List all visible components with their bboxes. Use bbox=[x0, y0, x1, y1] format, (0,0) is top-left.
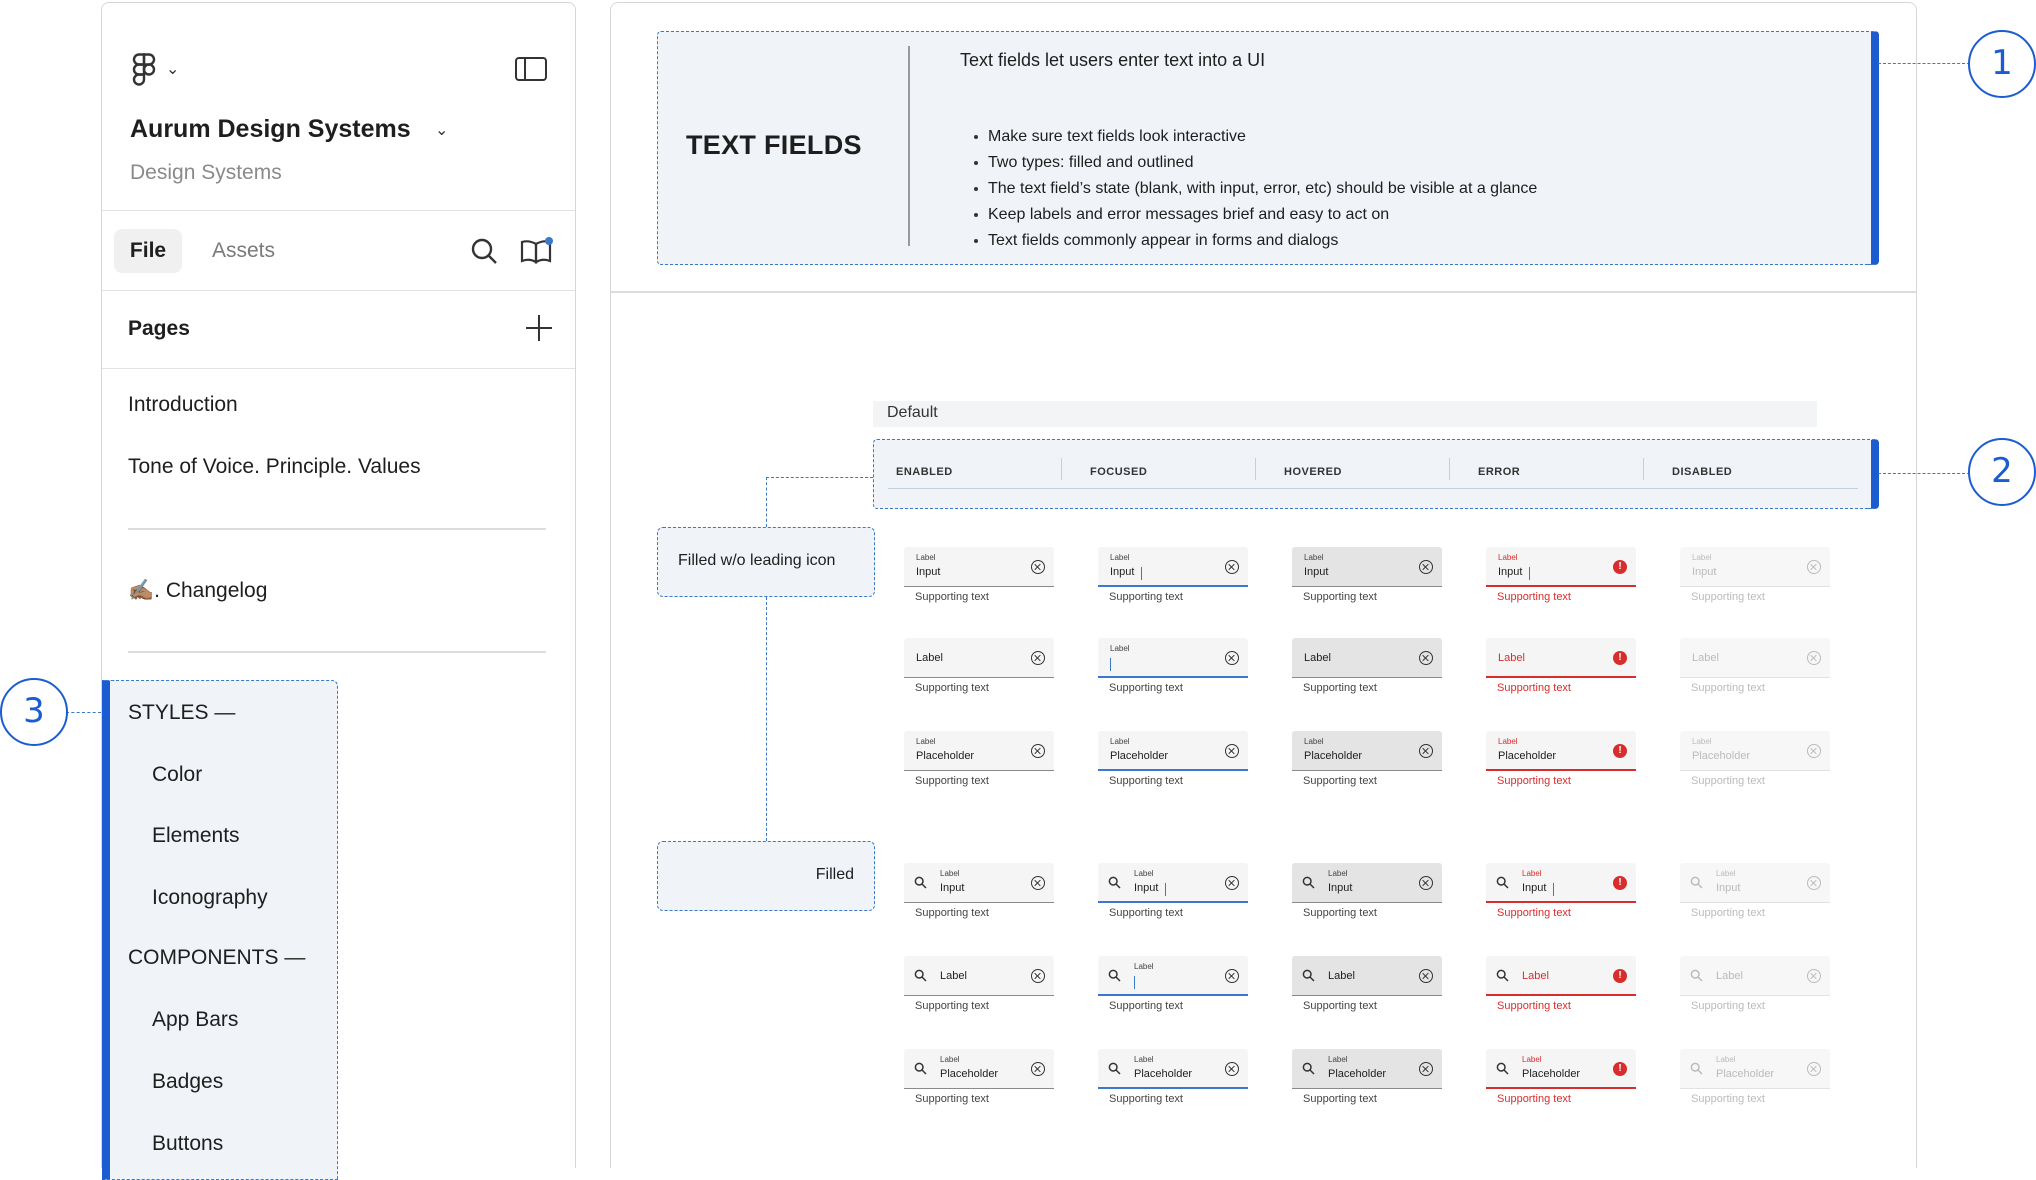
page-item-buttons[interactable]: Buttons bbox=[152, 1132, 224, 1155]
bullet-item: Text fields commonly appear in forms and dialogs bbox=[974, 228, 1537, 254]
page-item-app-bars[interactable]: App Bars bbox=[152, 1008, 239, 1031]
supporting-text: Supporting text bbox=[1497, 1000, 1571, 1012]
intro-divider bbox=[908, 46, 910, 246]
supporting-text: Supporting text bbox=[1691, 591, 1765, 603]
text-field-hovered[interactable] bbox=[1292, 547, 1442, 607]
default-label: Default bbox=[887, 404, 938, 421]
supporting-text: Supporting text bbox=[1497, 775, 1571, 787]
supporting-text: Supporting text bbox=[915, 775, 989, 787]
clear-icon[interactable] bbox=[1225, 651, 1239, 665]
error-icon: ! bbox=[1613, 560, 1627, 574]
supporting-text: Supporting text bbox=[1497, 1093, 1571, 1105]
field-label: Label bbox=[1498, 652, 1525, 664]
clear-icon bbox=[1807, 651, 1821, 665]
group-filled-no-icon[interactable] bbox=[657, 527, 875, 597]
field-label: Label bbox=[1304, 737, 1324, 746]
clear-icon[interactable] bbox=[1031, 744, 1045, 758]
supporting-text: Supporting text bbox=[1303, 1000, 1377, 1012]
field-label: Label bbox=[1304, 652, 1331, 664]
field-label: Label bbox=[1110, 644, 1130, 653]
text-field-container[interactable] bbox=[1486, 863, 1636, 903]
clear-icon[interactable] bbox=[1419, 651, 1433, 665]
error-icon: ! bbox=[1613, 876, 1627, 890]
text-field-focused[interactable] bbox=[1098, 1049, 1248, 1109]
field-label: Label bbox=[1498, 553, 1518, 562]
chevron-down-icon[interactable]: ⌄ bbox=[166, 61, 180, 78]
text-field-container[interactable] bbox=[1486, 1049, 1636, 1089]
layers-sidebar bbox=[101, 2, 576, 1168]
text-field-container[interactable] bbox=[1098, 547, 1248, 587]
search-icon bbox=[914, 1062, 927, 1075]
supporting-text: Supporting text bbox=[1303, 591, 1377, 603]
supporting-text: Supporting text bbox=[915, 1093, 989, 1105]
panel-toggle-icon[interactable] bbox=[515, 57, 547, 81]
state-error: ERROR bbox=[1478, 466, 1521, 478]
text-field-hovered[interactable] bbox=[1292, 956, 1442, 1016]
error-icon: ! bbox=[1613, 1062, 1627, 1076]
clear-icon[interactable] bbox=[1031, 560, 1045, 574]
field-label: Label bbox=[1716, 869, 1736, 878]
field-placeholder: Placeholder bbox=[1716, 1068, 1775, 1080]
page-item-changelog[interactable]: ✍🏽. Changelog bbox=[128, 579, 268, 602]
text-caret bbox=[1553, 883, 1554, 896]
text-field-enabled[interactable] bbox=[904, 731, 1054, 791]
field-label: Label bbox=[940, 869, 960, 878]
field-input-value: Input bbox=[1692, 566, 1717, 578]
text-field-error[interactable] bbox=[1486, 956, 1636, 1016]
search-icon bbox=[914, 969, 927, 982]
supporting-text: Supporting text bbox=[1497, 682, 1571, 694]
clear-icon[interactable] bbox=[1419, 560, 1433, 574]
text-field-container[interactable] bbox=[1292, 547, 1442, 587]
text-caret bbox=[1529, 567, 1530, 580]
text-field-container bbox=[1680, 638, 1830, 678]
text-field-hovered[interactable] bbox=[1292, 731, 1442, 791]
supporting-text: Supporting text bbox=[915, 591, 989, 603]
text-field-error[interactable] bbox=[1486, 1049, 1636, 1109]
clear-icon bbox=[1807, 560, 1821, 574]
text-field-container bbox=[1680, 731, 1830, 771]
field-label: Label bbox=[1522, 970, 1549, 982]
supporting-text: Supporting text bbox=[1303, 775, 1377, 787]
connector-line bbox=[766, 597, 767, 841]
clear-icon[interactable] bbox=[1225, 560, 1239, 574]
text-field-disabled bbox=[1680, 1049, 1830, 1109]
pages-label: Pages bbox=[128, 317, 190, 340]
field-placeholder: Placeholder bbox=[1328, 1068, 1387, 1080]
supporting-text: Supporting text bbox=[1303, 1093, 1377, 1105]
page-divider bbox=[128, 651, 546, 653]
field-input-value: Input bbox=[1110, 566, 1135, 578]
field-placeholder: Placeholder bbox=[1692, 750, 1751, 762]
supporting-text: Supporting text bbox=[1497, 907, 1571, 919]
search-icon bbox=[1302, 876, 1315, 889]
field-label: Label bbox=[940, 970, 967, 982]
field-input-value: Input bbox=[1716, 882, 1741, 894]
figma-logo-icon[interactable] bbox=[130, 53, 158, 87]
field-label: Label bbox=[1692, 652, 1719, 664]
state-divider bbox=[1061, 458, 1062, 480]
text-field-enabled[interactable] bbox=[904, 638, 1054, 698]
callout-line bbox=[1878, 473, 1970, 474]
supporting-text: Supporting text bbox=[1691, 1093, 1765, 1105]
page-item-badges[interactable]: Badges bbox=[152, 1070, 224, 1093]
field-placeholder: Placeholder bbox=[1304, 750, 1363, 762]
clear-icon bbox=[1807, 876, 1821, 890]
group-label: Filled w/o leading icon bbox=[678, 552, 836, 569]
field-label: Label bbox=[1110, 737, 1130, 746]
state-divider bbox=[1449, 458, 1450, 480]
text-field-container[interactable] bbox=[1292, 638, 1442, 678]
supporting-text: Supporting text bbox=[1303, 907, 1377, 919]
search-icon bbox=[1302, 969, 1315, 982]
field-label: Label bbox=[1522, 1055, 1542, 1064]
text-field-container[interactable] bbox=[904, 956, 1054, 996]
state-enabled: ENABLED bbox=[896, 466, 953, 478]
text-field-focused[interactable] bbox=[1098, 547, 1248, 607]
field-label: Label bbox=[1328, 869, 1348, 878]
field-placeholder: Placeholder bbox=[916, 750, 975, 762]
clear-icon[interactable] bbox=[1225, 744, 1239, 758]
text-field-disabled bbox=[1680, 638, 1830, 698]
text-field-focused[interactable] bbox=[1098, 956, 1248, 1016]
project-subtitle: Design Systems bbox=[130, 161, 282, 184]
clear-icon[interactable] bbox=[1031, 876, 1045, 890]
states-underline bbox=[888, 488, 1858, 489]
states-header[interactable] bbox=[873, 439, 1879, 509]
project-chevron-down-icon[interactable]: ⌄ bbox=[435, 122, 449, 139]
text-field-enabled[interactable] bbox=[904, 863, 1054, 923]
default-bar bbox=[873, 401, 1817, 427]
text-field-container[interactable] bbox=[1292, 1049, 1442, 1089]
text-field-disabled bbox=[1680, 863, 1830, 923]
page-divider bbox=[128, 528, 546, 530]
text-field-disabled bbox=[1680, 731, 1830, 791]
field-label: Label bbox=[916, 737, 936, 746]
text-caret bbox=[1134, 976, 1135, 989]
bullet-item: Keep labels and error messages brief and easy to act on bbox=[974, 202, 1537, 228]
text-field-disabled bbox=[1680, 956, 1830, 1016]
field-input-value: Input bbox=[916, 566, 941, 578]
page-item-color[interactable]: Color bbox=[152, 763, 203, 786]
supporting-text: Supporting text bbox=[1691, 775, 1765, 787]
text-field-enabled[interactable] bbox=[904, 956, 1054, 1016]
field-placeholder: Placeholder bbox=[1522, 1068, 1581, 1080]
state-disabled: DISABLED bbox=[1672, 466, 1733, 478]
text-field-hovered[interactable] bbox=[1292, 1049, 1442, 1109]
clear-icon[interactable] bbox=[1419, 1062, 1433, 1076]
field-label: Label bbox=[1498, 737, 1518, 746]
text-caret bbox=[1141, 567, 1142, 580]
design-canvas[interactable] bbox=[610, 2, 1917, 1168]
field-placeholder: Placeholder bbox=[1110, 750, 1169, 762]
intro-bullets bbox=[974, 124, 1537, 254]
text-field-container[interactable] bbox=[1098, 863, 1248, 903]
text-field-hovered[interactable] bbox=[1292, 863, 1442, 923]
field-label: Label bbox=[1328, 970, 1355, 982]
page-item-components[interactable]: COMPONENTS — bbox=[128, 946, 306, 969]
clear-icon[interactable] bbox=[1225, 1062, 1239, 1076]
search-icon[interactable] bbox=[470, 237, 498, 265]
field-label: Label bbox=[1328, 1055, 1348, 1064]
supporting-text: Supporting text bbox=[1109, 1000, 1183, 1012]
clear-icon[interactable] bbox=[1419, 969, 1433, 983]
clear-icon[interactable] bbox=[1031, 651, 1045, 665]
field-input-value: Input bbox=[1328, 882, 1353, 894]
state-divider bbox=[1255, 458, 1256, 480]
field-label: Label bbox=[1134, 1055, 1154, 1064]
search-icon bbox=[914, 876, 927, 889]
field-label: Label bbox=[1716, 970, 1743, 982]
text-field-container[interactable] bbox=[1098, 731, 1248, 771]
page-item-tone-of-voice[interactable]: Tone of Voice. Principle. Values bbox=[128, 455, 421, 478]
supporting-text: Supporting text bbox=[915, 1000, 989, 1012]
error-icon: ! bbox=[1613, 744, 1627, 758]
callout-3: 3 bbox=[0, 678, 68, 746]
text-field-disabled bbox=[1680, 547, 1830, 607]
sidebar-header bbox=[102, 3, 575, 211]
connector-line bbox=[766, 477, 873, 478]
field-label: Label bbox=[916, 553, 936, 562]
search-icon bbox=[1108, 969, 1121, 982]
text-field-error[interactable] bbox=[1486, 638, 1636, 698]
field-placeholder: Placeholder bbox=[940, 1068, 999, 1080]
project-title[interactable]: Aurum Design Systems bbox=[130, 115, 411, 143]
search-icon bbox=[1496, 876, 1509, 889]
clear-icon[interactable] bbox=[1419, 876, 1433, 890]
error-icon: ! bbox=[1613, 969, 1627, 983]
text-field-error[interactable] bbox=[1486, 731, 1636, 791]
clear-icon bbox=[1807, 969, 1821, 983]
text-field-container[interactable] bbox=[904, 547, 1054, 587]
text-field-error[interactable] bbox=[1486, 863, 1636, 923]
text-caret bbox=[1110, 658, 1111, 671]
supporting-text: Supporting text bbox=[1691, 682, 1765, 694]
text-field-container[interactable] bbox=[1486, 956, 1636, 996]
field-input-value: Input bbox=[1522, 882, 1547, 894]
page-item-elements[interactable]: Elements bbox=[152, 824, 240, 847]
intro-lead: Text fields let users enter text into a UI bbox=[960, 50, 1266, 70]
intro-card[interactable] bbox=[657, 31, 1879, 265]
callout-line bbox=[66, 712, 101, 713]
group-filled[interactable] bbox=[657, 841, 875, 911]
sidebar-tabs bbox=[102, 211, 575, 291]
search-icon bbox=[1690, 1062, 1703, 1075]
text-field-container[interactable] bbox=[904, 863, 1054, 903]
clear-icon[interactable] bbox=[1225, 969, 1239, 983]
supporting-text: Supporting text bbox=[1109, 1093, 1183, 1105]
text-field-hovered[interactable] bbox=[1292, 638, 1442, 698]
state-hovered: HOVERED bbox=[1284, 466, 1342, 478]
text-field-container[interactable] bbox=[1292, 956, 1442, 996]
callout-line bbox=[1878, 63, 1970, 64]
text-field-container[interactable] bbox=[1486, 547, 1636, 587]
text-field-container[interactable] bbox=[904, 638, 1054, 678]
bullet-item: Two types: filled and outlined bbox=[974, 150, 1537, 176]
callout-2: 2 bbox=[1968, 438, 2036, 506]
search-icon bbox=[1690, 876, 1703, 889]
field-label: Label bbox=[1522, 869, 1542, 878]
pages-header bbox=[102, 291, 575, 369]
clear-icon[interactable] bbox=[1225, 876, 1239, 890]
field-label: Label bbox=[1134, 869, 1154, 878]
text-field-container bbox=[1680, 863, 1830, 903]
styles-components-highlight bbox=[102, 680, 338, 1180]
clear-icon bbox=[1807, 744, 1821, 758]
field-input-value: Input bbox=[1304, 566, 1329, 578]
supporting-text: Supporting text bbox=[1109, 775, 1183, 787]
field-label: Label bbox=[940, 1055, 960, 1064]
search-icon bbox=[1302, 1062, 1315, 1075]
search-icon bbox=[1108, 1062, 1121, 1075]
plus-icon[interactable] bbox=[526, 315, 552, 341]
search-icon bbox=[1108, 876, 1121, 889]
text-field-error[interactable] bbox=[1486, 547, 1636, 607]
bullet-item: The text field’s state (blank, with input, error, etc) should be visible at a glance bbox=[974, 176, 1537, 202]
clear-icon[interactable] bbox=[1031, 969, 1045, 983]
supporting-text: Supporting text bbox=[1109, 907, 1183, 919]
tab-assets[interactable]: Assets bbox=[212, 239, 276, 262]
text-field-focused[interactable] bbox=[1098, 638, 1248, 698]
text-field-focused[interactable] bbox=[1098, 731, 1248, 791]
field-label: Label bbox=[1110, 553, 1130, 562]
field-label: Label bbox=[1134, 962, 1154, 971]
search-icon bbox=[1496, 1062, 1509, 1075]
text-field-enabled[interactable] bbox=[904, 547, 1054, 607]
state-divider bbox=[1643, 458, 1644, 480]
search-icon bbox=[1496, 969, 1509, 982]
field-input-value: Input bbox=[940, 882, 965, 894]
supporting-text: Supporting text bbox=[1691, 1000, 1765, 1012]
text-field-focused[interactable] bbox=[1098, 863, 1248, 923]
supporting-text: Supporting text bbox=[1109, 591, 1183, 603]
text-field-container[interactable] bbox=[904, 1049, 1054, 1089]
clear-icon bbox=[1807, 1062, 1821, 1076]
field-label: Label bbox=[1692, 553, 1712, 562]
page-item-introduction[interactable]: Introduction bbox=[128, 393, 238, 416]
group-label: Filled bbox=[815, 866, 854, 883]
supporting-text: Supporting text bbox=[1691, 907, 1765, 919]
search-icon bbox=[1690, 969, 1703, 982]
clear-icon[interactable] bbox=[1031, 1062, 1045, 1076]
field-label: Label bbox=[1692, 737, 1712, 746]
state-focused: FOCUSED bbox=[1090, 466, 1148, 478]
field-input-value: Input bbox=[1134, 882, 1159, 894]
field-label: Label bbox=[1716, 1055, 1736, 1064]
text-field-container[interactable] bbox=[1098, 956, 1248, 996]
text-field-container[interactable] bbox=[1098, 1049, 1248, 1089]
text-field-container bbox=[1680, 956, 1830, 996]
text-field-container[interactable] bbox=[904, 731, 1054, 771]
header-divider bbox=[611, 291, 1916, 293]
supporting-text: Supporting text bbox=[1109, 682, 1183, 694]
text-field-container[interactable] bbox=[1486, 638, 1636, 678]
text-field-container bbox=[1680, 547, 1830, 587]
connector-line bbox=[766, 477, 767, 527]
supporting-text: Supporting text bbox=[1303, 682, 1377, 694]
supporting-text: Supporting text bbox=[1497, 591, 1571, 603]
text-field-container bbox=[1680, 1049, 1830, 1089]
field-placeholder: Placeholder bbox=[1134, 1068, 1193, 1080]
error-icon: ! bbox=[1613, 651, 1627, 665]
page-item-styles[interactable]: STYLES — bbox=[128, 701, 236, 724]
supporting-text: Supporting text bbox=[915, 682, 989, 694]
page-item-iconography[interactable]: Iconography bbox=[152, 886, 268, 909]
text-field-container[interactable] bbox=[1486, 731, 1636, 771]
text-caret bbox=[1165, 883, 1166, 896]
text-field-container[interactable] bbox=[1292, 731, 1442, 771]
clear-icon[interactable] bbox=[1419, 744, 1433, 758]
text-field-enabled[interactable] bbox=[904, 1049, 1054, 1109]
callout-1: 1 bbox=[1968, 30, 2036, 98]
field-label: Label bbox=[916, 652, 943, 664]
field-placeholder: Placeholder bbox=[1498, 750, 1557, 762]
text-field-container[interactable] bbox=[1098, 638, 1248, 678]
supporting-text: Supporting text bbox=[915, 907, 989, 919]
section-title: TEXT FIELDS bbox=[686, 130, 862, 160]
bullet-item: Make sure text fields look interactive bbox=[974, 124, 1537, 150]
field-input-value: Input bbox=[1498, 566, 1523, 578]
library-book-icon[interactable] bbox=[520, 237, 554, 265]
tab-file[interactable]: File bbox=[114, 229, 182, 273]
field-label: Label bbox=[1304, 553, 1324, 562]
text-field-container[interactable] bbox=[1292, 863, 1442, 903]
